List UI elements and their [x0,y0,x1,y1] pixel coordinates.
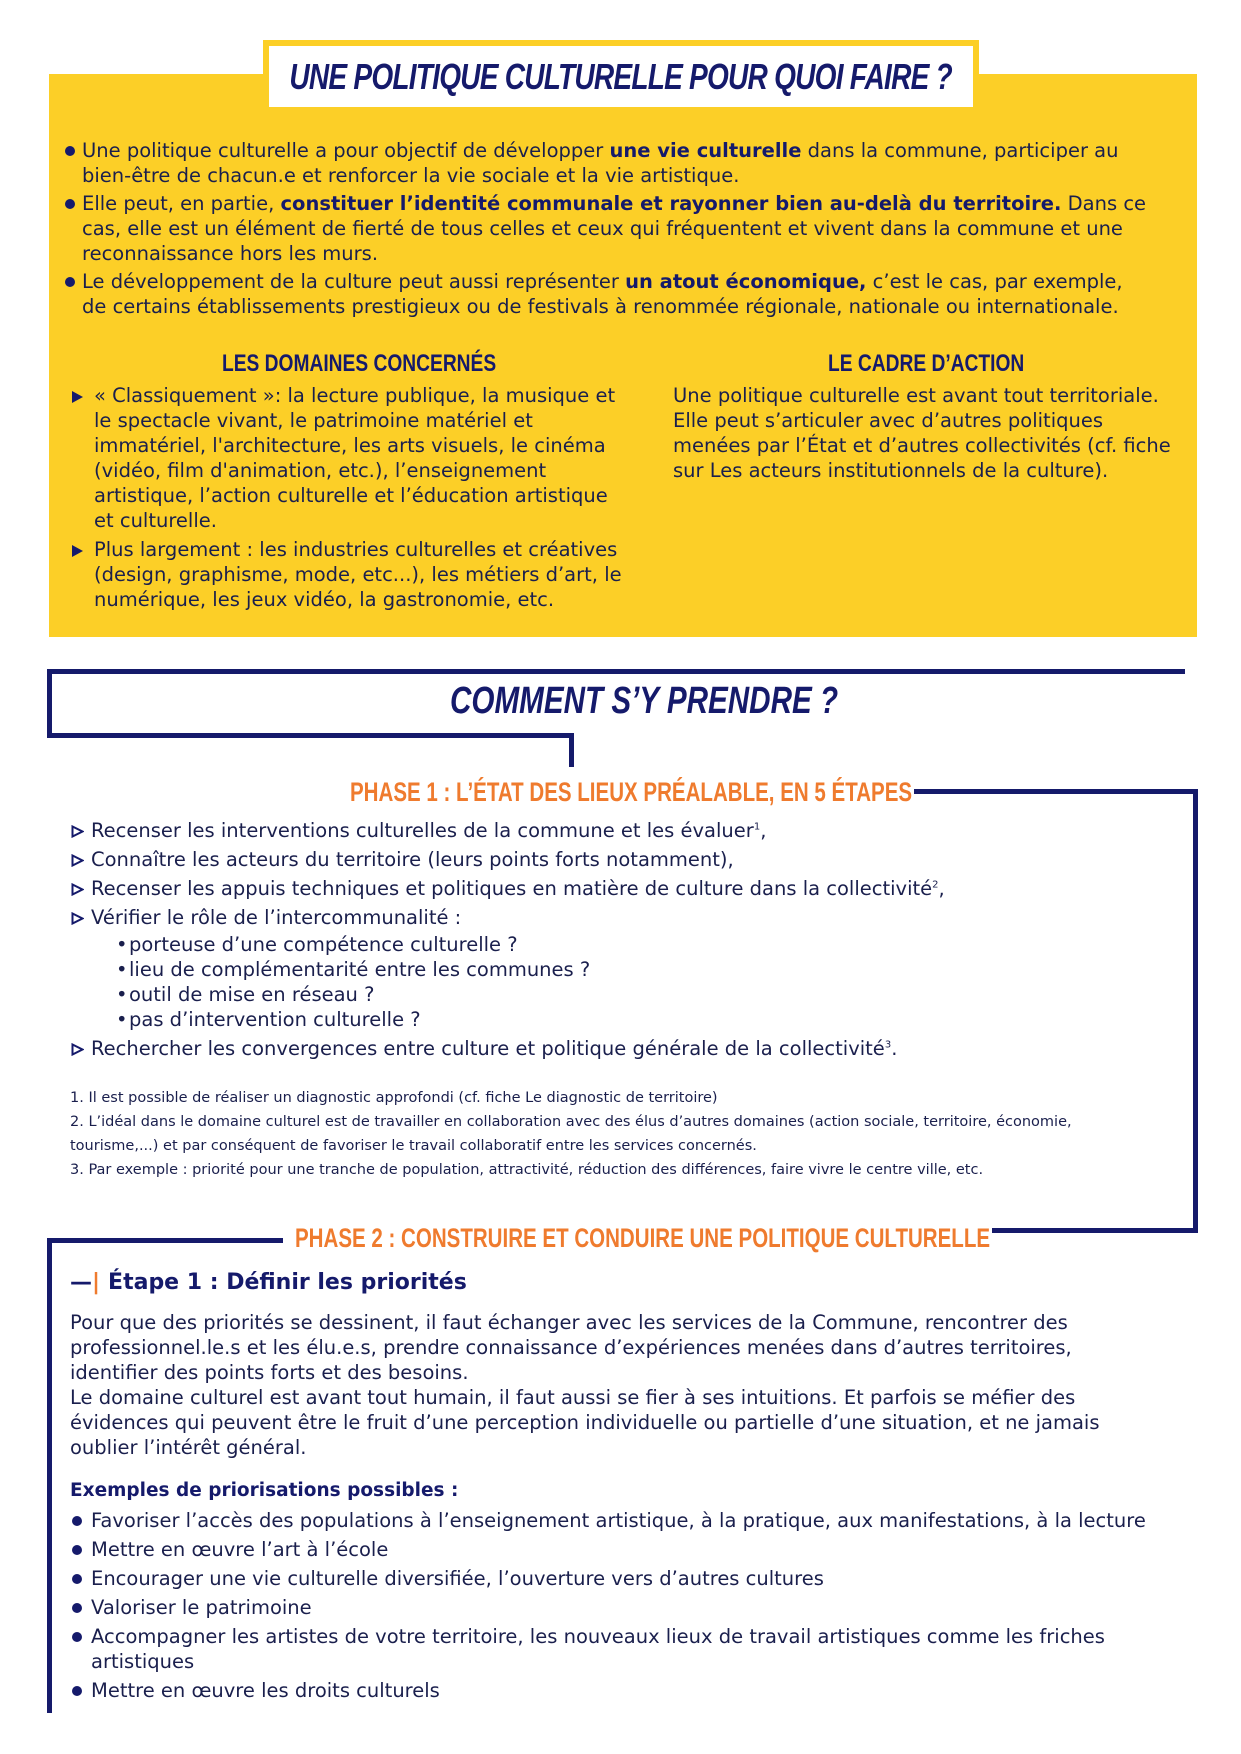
phase2-title: PHASE 2 : CONSTRUIRE ET CONDUIRE UNE POLITIQUE CULTURELLE [295,1223,991,1253]
intro-bullet: Elle peut, en partie, constituer l’identité communale et rayonner bien au-delà du territoire. Dans ce cas, elle est un élément de fierté de tous celles et ceux qui fréquentent et vivent dans la commune et une reconnaissance hors les murs. [62,191,1152,266]
phase1-step-list [70,818,1150,1065]
phase1-step: Recenser les appuis techniques et politiques en matière de culture dans la collectivité$^2$, [70,876,1150,901]
domaines-heading: LES DOMAINES CONCERNÉS [222,350,497,377]
phase1-title: PHASE 1 : L’ÉTAT DES LIEUX PRÉALABLE, EN 5 ÉTAPES [350,777,913,807]
intro-bullet: Le développement de la culture peut aussi représenter un atout économique, c’est le cas, par exemple, de certains établissements prestigieux ou de festivals à renommée régionale, nationale ou internationale. [62,269,1152,319]
sub-item: • lieu de complémentarité entre les communes ? [91,957,1150,982]
sub-item: • pas d’intervention culturelle ? [91,1007,1150,1032]
phase1-step: Connaître les acteurs du territoire (leurs points forts notamment), [70,847,1150,872]
example-item: Mettre en œuvre les droits culturels [70,1678,1160,1703]
frame-line [47,733,573,738]
phase1-step: Recenser les interventions culturelles de la commune et les évaluer$^1$, [70,818,1150,843]
outline-triangle-icon [71,883,84,896]
frame-line [1193,789,1198,1232]
sub-item: • outil de mise en réseau ? [91,982,1150,1007]
comment-title: COMMENT S’Y PRENDRE ? [450,680,839,722]
outline-triangle-icon [71,854,84,867]
etape-paragraph: Le domaine culturel est avant tout humain, il faut aussi se fier à ses intuitions. Et parfois se méfier des évidences qui peuvent être le fruit d’une perception individuelle ou partielle d’une situation, et ne jamais oublier l’intérêt général. [70,1386,1100,1459]
dash-icon: — [70,1270,92,1295]
triangle-bullet-icon [72,391,83,403]
frame-line [47,1238,52,1713]
intercommunalite-sublist [91,932,1150,1032]
example-item: Favoriser l’accès des populations à l’enseignement artistique, à la pratique, aux manifestations, à la lecture [70,1508,1160,1533]
frame-line [569,733,574,767]
frame-line [914,789,1198,794]
cadre-text: Une politique culturelle est avant tout territoriale. Elle peut s’articuler avec d’autres politiques menées par l’État et d’autres collectivités (cf. fiche sur Les acteurs institutionnels de la culture). [673,384,1171,482]
frame-line [992,1228,1198,1233]
etape-heading: —| Étape 1 : Définir les priorités [70,1270,467,1295]
phase1-step: Rechercher les convergences entre culture et politique générale de la collectivité$^3$. [70,1036,1150,1061]
outline-triangle-icon [71,1043,84,1056]
domaine-item: « Classiquement »: la lecture publique, la musique et le spectacle vivant, le patrimoine matériel et immatériel, l'architecture, les arts visuels, le cinéma (vidéo, film d'animation, etc.), l’enseignement artistique, l’action culturelle et l’éducation artistique et culturelle. [70,383,630,533]
triangle-bullet-icon [72,545,83,557]
footnote: 3. Par exemple : priorité pour une tranche de population, attractivité, réduction des différences, faire vivre le centre ville, etc. [70,1162,984,1178]
intro-bullet-list [62,138,1152,322]
etape-paragraph: Pour que des priorités se dessinent, il faut échanger avec les services de la Commune, rencontrer des professionnel.le.s et les élu.e.s, prendre connaissance d’expériences menées dans d’autres territoires, identifier des points forts et des besoins. [70,1311,1072,1384]
outline-triangle-icon [71,825,84,838]
section-title: UNE POLITIQUE CULTURELLE POUR QUOI FAIRE ? [289,55,953,97]
footnote: 1. Il est possible de réaliser un diagnostic approfondi (cf. fiche Le diagnostic de territoire) [70,1090,718,1106]
domaine-item: Plus largement : les industries culturelles et créatives (design, graphisme, mode, etc...), les métiers d’art, le numérique, les jeux vidéo, la gastronomie, etc. [70,537,630,612]
example-item: Valoriser le patrimoine [70,1595,1160,1620]
example-item: Encourager une vie culturelle diversifiée, l’ouverture vers d’autres cultures [70,1566,1160,1591]
section-title-box [263,40,979,113]
frame-line [47,669,1185,674]
intro-bullet: Une politique culturelle a pour objectif de développer une vie culturelle dans la commune, participer au bien-être de chacun.e et renforcer la vie sociale et la vie artistique. [62,138,1152,188]
frame-line [47,1238,283,1243]
phase1-step: Vérifier le rôle de l’intercommunalité : • porteuse d’une compétence culturelle ? • lieu de complémentarité entre les communes ? • outil de mise en réseau ? • pas d’intervention culturelle ? [70,905,1150,1032]
sub-item: • porteuse d’une compétence culturelle ? [91,932,1150,957]
examples-list [70,1508,1160,1707]
frame-line [47,669,52,737]
pipe-icon: | [92,1270,101,1295]
example-item: Mettre en œuvre l’art à l’école [70,1537,1160,1562]
cadre-heading: LE CADRE D’ACTION [828,350,1025,377]
outline-triangle-icon [71,912,84,925]
examples-heading: Exemples de priorisations possibles : [70,1480,459,1501]
footnote: 2. L’idéal dans le domaine culturel est de travailler en collaboration avec des élus d’autres domaines (action sociale, territoire, économie, tourisme,...) et par conséquent de favoriser le travail collaboratif entre les services concernés. [70,1114,1072,1154]
example-item: Accompagner les artistes de votre territoire, les nouveaux lieux de travail artistiques comme les friches artistiques [70,1624,1160,1674]
domaines-list [70,383,630,616]
footnotes [70,1086,1160,1182]
